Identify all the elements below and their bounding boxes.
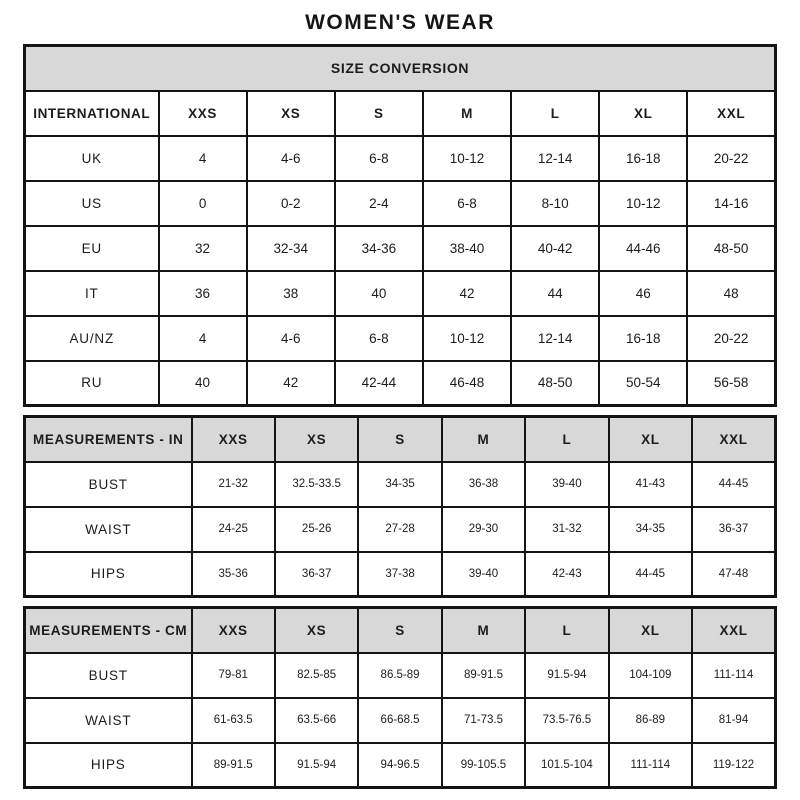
table-banner: SIZE CONVERSION (25, 46, 776, 91)
table-cell: 36-38 (442, 462, 525, 507)
table-cell: 10-12 (599, 181, 687, 226)
table-cell: 20-22 (687, 136, 775, 181)
column-header: XXS (192, 417, 275, 462)
table-cell: 21-32 (192, 462, 275, 507)
header-row (25, 417, 776, 462)
table-cell: 47-48 (692, 552, 775, 597)
corner-header: MEASUREMENTS - IN (25, 417, 192, 462)
table-cell: 36-37 (275, 552, 358, 597)
table-cell: 46 (599, 271, 687, 316)
row-label: US (25, 181, 159, 226)
table-cell: 10-12 (423, 316, 511, 361)
table-row (25, 316, 776, 361)
table-cell: 119-122 (692, 743, 775, 788)
table-cell: 46-48 (423, 361, 511, 406)
row-label: HIPS (25, 743, 192, 788)
header-row (25, 608, 776, 653)
table-cell: 41-43 (609, 462, 692, 507)
table-row (25, 361, 776, 406)
column-header: XXL (692, 417, 775, 462)
row-label: WAIST (25, 507, 192, 552)
column-header: M (442, 608, 525, 653)
column-header: XXS (159, 91, 247, 136)
row-label: BUST (25, 462, 192, 507)
table-cell: 27-28 (358, 507, 441, 552)
table-cell: 86.5-89 (358, 653, 441, 698)
row-label: BUST (25, 653, 192, 698)
table-cell: 34-36 (335, 226, 423, 271)
table-cell: 6-8 (423, 181, 511, 226)
row-label: HIPS (25, 552, 192, 597)
table-row (25, 462, 776, 507)
table-cell: 73.5-76.5 (525, 698, 608, 743)
table-cell: 4 (159, 316, 247, 361)
table-row (25, 181, 776, 226)
column-header: L (511, 91, 599, 136)
table-cell: 4-6 (247, 136, 335, 181)
column-header: L (525, 608, 608, 653)
table-cell: 0-2 (247, 181, 335, 226)
table-cell: 111-114 (609, 743, 692, 788)
table-cell: 40-42 (511, 226, 599, 271)
table-cell: 111-114 (692, 653, 775, 698)
column-header: XXS (192, 608, 275, 653)
table-measurements-cm (23, 606, 777, 789)
column-header: M (423, 91, 511, 136)
table-measurements-in (23, 415, 777, 598)
table-cell: 40 (335, 271, 423, 316)
table-cell: 99-105.5 (442, 743, 525, 788)
table-cell: 32.5-33.5 (275, 462, 358, 507)
table-cell: 48-50 (511, 361, 599, 406)
table-cell: 34-35 (358, 462, 441, 507)
table-cell: 6-8 (335, 316, 423, 361)
table-cell: 50-54 (599, 361, 687, 406)
table-cell: 12-14 (511, 316, 599, 361)
table-cell: 0 (159, 181, 247, 226)
row-label: WAIST (25, 698, 192, 743)
table-cell: 56-58 (687, 361, 775, 406)
row-label: UK (25, 136, 159, 181)
table-cell: 89-91.5 (192, 743, 275, 788)
table-cell: 104-109 (609, 653, 692, 698)
table-cell: 12-14 (511, 136, 599, 181)
table-cell: 25-26 (275, 507, 358, 552)
table-cell: 16-18 (599, 136, 687, 181)
column-header: XL (609, 608, 692, 653)
table-row (25, 226, 776, 271)
table-cell: 38 (247, 271, 335, 316)
table-cell: 44-45 (692, 462, 775, 507)
table-cell: 71-73.5 (442, 698, 525, 743)
table-cell: 8-10 (511, 181, 599, 226)
table-cell: 94-96.5 (358, 743, 441, 788)
table-cell: 42-44 (335, 361, 423, 406)
column-header: XL (599, 91, 687, 136)
table-cell: 36-37 (692, 507, 775, 552)
table-cell: 37-38 (358, 552, 441, 597)
table-cell: 32-34 (247, 226, 335, 271)
table-cell: 24-25 (192, 507, 275, 552)
page-title: WOMEN'S WEAR (305, 11, 495, 34)
table-cell: 44-45 (609, 552, 692, 597)
table-cell: 6-8 (335, 136, 423, 181)
header-row (25, 91, 776, 136)
table-cell: 20-22 (687, 316, 775, 361)
table-cell: 79-81 (192, 653, 275, 698)
table-row (25, 552, 776, 597)
column-header: XS (275, 417, 358, 462)
row-label: IT (25, 271, 159, 316)
row-label: RU (25, 361, 159, 406)
table-cell: 16-18 (599, 316, 687, 361)
table-row (25, 271, 776, 316)
table-cell: 40 (159, 361, 247, 406)
table-cell: 61-63.5 (192, 698, 275, 743)
table-cell: 89-91.5 (442, 653, 525, 698)
table-cell: 39-40 (525, 462, 608, 507)
table-row (25, 743, 776, 788)
table-cell: 101.5-104 (525, 743, 608, 788)
table-row (25, 698, 776, 743)
column-header: S (358, 608, 441, 653)
table-cell: 4-6 (247, 316, 335, 361)
table-size-conversion (23, 44, 777, 407)
column-header: S (358, 417, 441, 462)
table-row (25, 136, 776, 181)
table-cell: 48-50 (687, 226, 775, 271)
row-label: EU (25, 226, 159, 271)
table-cell: 31-32 (525, 507, 608, 552)
table-cell: 42 (423, 271, 511, 316)
table-cell: 4 (159, 136, 247, 181)
column-header: XXL (687, 91, 775, 136)
table-cell: 44-46 (599, 226, 687, 271)
column-header: L (525, 417, 608, 462)
column-header: XS (247, 91, 335, 136)
table-cell: 66-68.5 (358, 698, 441, 743)
column-header: XL (609, 417, 692, 462)
row-label: AU/NZ (25, 316, 159, 361)
table-cell: 86-89 (609, 698, 692, 743)
table-cell: 38-40 (423, 226, 511, 271)
corner-header: INTERNATIONAL (25, 91, 159, 136)
table-cell: 35-36 (192, 552, 275, 597)
table-cell: 44 (511, 271, 599, 316)
table-cell: 2-4 (335, 181, 423, 226)
column-header: XXL (692, 608, 775, 653)
table-cell: 29-30 (442, 507, 525, 552)
column-header: XS (275, 608, 358, 653)
table-cell: 14-16 (687, 181, 775, 226)
table-cell: 42 (247, 361, 335, 406)
column-header: S (335, 91, 423, 136)
table-cell: 91.5-94 (275, 743, 358, 788)
table-cell: 81-94 (692, 698, 775, 743)
table-row (25, 507, 776, 552)
table-cell: 42-43 (525, 552, 608, 597)
table-cell: 39-40 (442, 552, 525, 597)
table-cell: 82.5-85 (275, 653, 358, 698)
table-cell: 36 (159, 271, 247, 316)
table-cell: 91.5-94 (525, 653, 608, 698)
column-header: M (442, 417, 525, 462)
corner-header: MEASUREMENTS - CM (25, 608, 192, 653)
table-row (25, 653, 776, 698)
table-cell: 48 (687, 271, 775, 316)
table-cell: 63.5-66 (275, 698, 358, 743)
size-tables-container (23, 44, 777, 789)
table-cell: 32 (159, 226, 247, 271)
table-cell: 34-35 (609, 507, 692, 552)
table-cell: 10-12 (423, 136, 511, 181)
